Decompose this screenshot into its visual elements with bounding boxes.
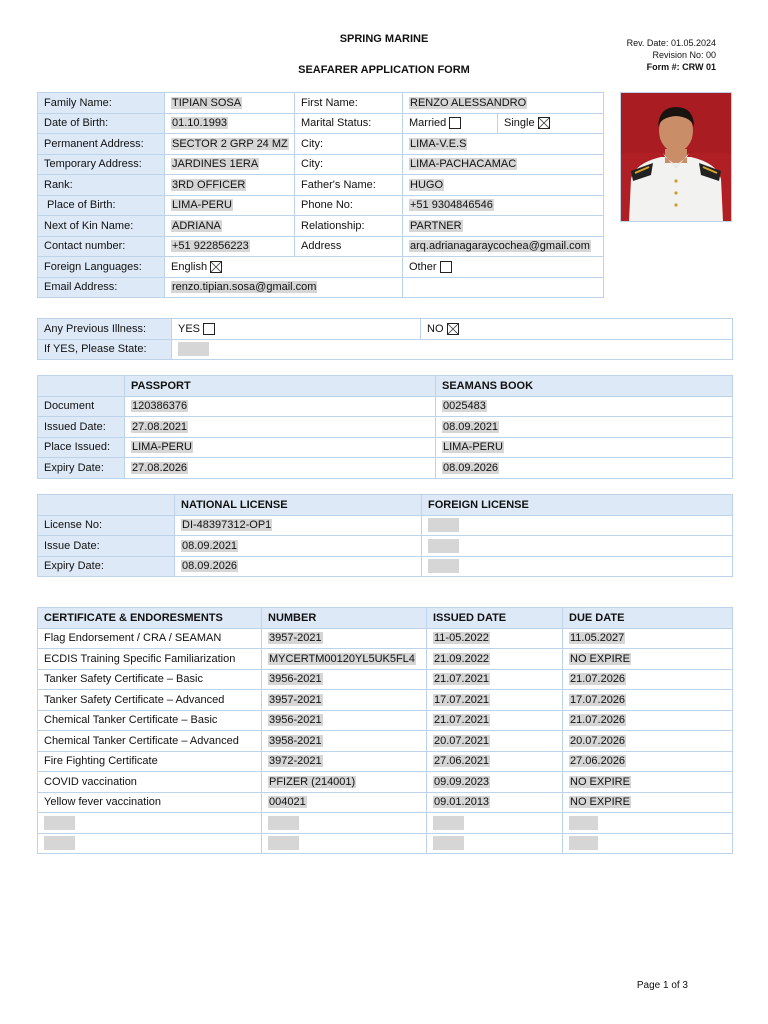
- form-number: Form #: CRW 01: [646, 62, 716, 72]
- certificate-due[interactable]: 17.07.2026: [570, 693, 626, 706]
- applicant-photo: [620, 92, 732, 222]
- personal-info-table: [37, 92, 604, 298]
- temporary-address-label: Temporary Address:: [38, 154, 165, 175]
- father-name-value[interactable]: HUGO: [410, 178, 443, 191]
- temporary-address-value[interactable]: JARDINES 1ERA: [172, 158, 259, 171]
- certificate-name: Chemical Tanker Certificate – Advanced: [38, 731, 262, 752]
- table-row: [38, 649, 733, 670]
- applicant-photo-image: [621, 93, 731, 221]
- family-name-label: Family Name:: [38, 93, 165, 114]
- foreign-issue-date-field[interactable]: [428, 539, 459, 553]
- certificate-issued[interactable]: 27.06.2021: [434, 755, 490, 768]
- national-issue-date-value[interactable]: 08.09.2021: [182, 539, 238, 552]
- certificate-number[interactable]: MYCERTM00120YL5UK5FL4: [269, 652, 415, 665]
- blank-issued-field[interactable]: [433, 836, 464, 850]
- passport-expiry-value[interactable]: 27.08.2026: [132, 461, 188, 474]
- blank-issued-field[interactable]: [433, 816, 464, 830]
- previous-illness-label: Any Previous Illness:: [38, 319, 172, 340]
- blank-due-field[interactable]: [569, 836, 598, 850]
- certificate-number[interactable]: PFIZER (214001): [269, 775, 356, 788]
- form-title: SEAFARER APPLICATION FORM: [298, 64, 470, 76]
- certificate-issued[interactable]: 17.07.2021: [434, 693, 490, 706]
- due-date-header: DUE DATE: [563, 608, 733, 629]
- seamans-expiry-value[interactable]: 08.09.2026: [443, 461, 499, 474]
- table-row: [38, 833, 733, 854]
- contact-number-label: Contact number:: [38, 236, 165, 257]
- certificate-due[interactable]: NO EXPIRE: [570, 796, 630, 809]
- x-mark-icon: [539, 118, 549, 128]
- illness-table: [37, 318, 733, 360]
- city-label-2: City:: [295, 154, 403, 175]
- foreign-languages-label: Foreign Languages:: [38, 257, 165, 278]
- document-label: Document: [38, 396, 125, 417]
- contact-number-value[interactable]: +51 922856223: [172, 240, 249, 253]
- number-header: NUMBER: [262, 608, 427, 629]
- permanent-city-value[interactable]: LIMA-V.E.S: [410, 137, 467, 150]
- passport-issued-value[interactable]: 27.08.2021: [132, 420, 188, 433]
- table-row: [38, 710, 733, 731]
- table-row: [38, 690, 733, 711]
- dob-value[interactable]: 01.10.1993: [172, 117, 228, 130]
- first-name-value[interactable]: RENZO ALESSANDRO: [410, 96, 527, 109]
- certificate-name: Tanker Safety Certificate – Basic: [38, 669, 262, 690]
- certificate-due[interactable]: 21.07.2026: [570, 714, 626, 727]
- place-of-birth-value[interactable]: LIMA-PERU: [172, 199, 232, 212]
- address-label: Address: [295, 236, 403, 257]
- certificate-number[interactable]: 3957-2021: [269, 632, 322, 645]
- english-checkbox[interactable]: [210, 261, 222, 273]
- license-no-label: License No:: [38, 515, 175, 536]
- license-table: [37, 494, 733, 577]
- expiry-date-label: Expiry Date:: [38, 458, 125, 479]
- foreign-license-header: FOREIGN LICENSE: [422, 495, 733, 516]
- city-label: City:: [295, 134, 403, 155]
- certificate-issued[interactable]: 21.07.2021: [434, 673, 490, 686]
- national-license-no-value[interactable]: DI-48397312-OP1: [182, 519, 272, 532]
- table-row: [38, 792, 733, 813]
- issue-date-label: Issue Date:: [38, 536, 175, 557]
- father-name-label: Father's Name:: [295, 175, 403, 196]
- table-row: [38, 437, 733, 458]
- license-expiry-label: Expiry Date:: [38, 556, 175, 577]
- certificate-issued[interactable]: 21.09.2022: [434, 652, 490, 665]
- blank-certificate-field[interactable]: [44, 816, 75, 830]
- x-mark-icon: [448, 324, 458, 334]
- blank-number-field[interactable]: [268, 816, 299, 830]
- certificate-name: Fire Fighting Certificate: [38, 751, 262, 772]
- certificate-number[interactable]: 3972-2021: [269, 755, 322, 768]
- documents-table: [37, 375, 733, 479]
- passport-header: PASSPORT: [125, 376, 436, 397]
- phone-label: Phone No:: [295, 195, 403, 216]
- revision-no: Revision No: 00: [652, 50, 716, 60]
- illness-no-label: NO: [427, 322, 444, 335]
- address-value[interactable]: arq.adrianagaraycochea@gmail.com: [410, 240, 590, 253]
- certificate-header: CERTIFICATE & ENDORESMENTS: [38, 608, 262, 629]
- seamans-place-value[interactable]: LIMA-PERU: [443, 441, 503, 454]
- table-row: [38, 772, 733, 793]
- next-of-kin-value[interactable]: ADRIANA: [172, 219, 221, 232]
- illness-no-checkbox[interactable]: [447, 323, 459, 335]
- certificate-due[interactable]: 21.07.2026: [570, 673, 626, 686]
- table-row: [38, 417, 733, 438]
- table-row: [38, 813, 733, 834]
- table-row: [38, 669, 733, 690]
- illness-yes-checkbox[interactable]: [203, 323, 215, 335]
- certificate-number[interactable]: 004021: [269, 796, 306, 809]
- certificate-due[interactable]: 20.07.2026: [570, 734, 626, 747]
- issued-date-label: Issued Date:: [38, 417, 125, 438]
- email-label: Email Address:: [38, 277, 165, 298]
- table-row: [38, 396, 733, 417]
- illness-state-field[interactable]: [178, 342, 209, 356]
- certificate-number[interactable]: 3956-2021: [269, 714, 322, 727]
- national-license-header: NATIONAL LICENSE: [175, 495, 422, 516]
- table-row: [38, 458, 733, 479]
- certificate-issued[interactable]: 21.07.2021: [434, 714, 490, 727]
- illness-yes-label: YES: [178, 322, 201, 335]
- table-row: [38, 556, 733, 577]
- foreign-license-no-field[interactable]: [428, 518, 459, 532]
- seamans-issued-value[interactable]: 08.09.2021: [443, 420, 499, 433]
- certificate-due[interactable]: NO EXPIRE: [570, 652, 630, 665]
- foreign-expiry-field[interactable]: [428, 559, 459, 573]
- passport-place-value[interactable]: LIMA-PERU: [132, 441, 192, 454]
- married-label: Married: [409, 117, 447, 130]
- seamans-document-value[interactable]: 0025483: [443, 400, 486, 413]
- table-row: [38, 628, 733, 649]
- seamans-book-header: SEAMANS BOOK: [436, 376, 733, 397]
- place-issued-label: Place Issued:: [38, 437, 125, 458]
- blank-number-field[interactable]: [268, 836, 299, 850]
- place-of-birth-label: Place of Birth:: [38, 195, 165, 216]
- certificate-due[interactable]: NO EXPIRE: [570, 775, 630, 788]
- certificate-due[interactable]: 27.06.2026: [570, 755, 626, 768]
- certificate-name: ECDIS Training Specific Familiarization: [38, 649, 262, 670]
- x-mark-icon: [211, 262, 221, 272]
- single-checkbox[interactable]: [538, 117, 550, 129]
- company-name: SPRING MARINE: [339, 33, 429, 45]
- phone-value[interactable]: +51 9304846546: [410, 199, 493, 212]
- table-row: [38, 515, 733, 536]
- certificates-table: [37, 607, 733, 854]
- certificate-name: Flag Endorsement / CRA / SEAMAN: [38, 628, 262, 649]
- rank-label: Rank:: [38, 175, 165, 196]
- email-value[interactable]: renzo.tipian.sosa@gmail.com: [172, 281, 317, 294]
- certificate-name: Chemical Tanker Certificate – Basic: [38, 710, 262, 731]
- revision-info: [627, 37, 716, 73]
- married-checkbox[interactable]: [449, 117, 461, 129]
- certificate-name: COVID vaccination: [38, 772, 262, 793]
- certificate-name: Yellow fever vaccination: [38, 792, 262, 813]
- table-row: [38, 536, 733, 557]
- certificate-issued[interactable]: 09.09.2023: [434, 775, 490, 788]
- certificate-name: Tanker Safety Certificate – Advanced: [38, 690, 262, 711]
- family-name-value[interactable]: TIPIAN SOSA: [172, 96, 242, 109]
- relationship-value[interactable]: PARTNER: [410, 219, 462, 232]
- table-row: [38, 751, 733, 772]
- blank-certificate-field[interactable]: [44, 836, 75, 850]
- illness-state-label: If YES, Please State:: [38, 339, 172, 360]
- certificate-due[interactable]: 11.05.2027: [570, 632, 625, 645]
- blank-due-field[interactable]: [569, 816, 598, 830]
- certificate-number[interactable]: 3958-2021: [269, 734, 322, 747]
- certificate-issued[interactable]: 11-05.2022: [434, 632, 489, 645]
- single-label: Single: [504, 117, 535, 130]
- rev-date: Rev. Date: 01.05.2024: [626, 38, 716, 48]
- issued-date-header: ISSUED DATE: [427, 608, 563, 629]
- permanent-address-label: Permanent Address:: [38, 134, 165, 155]
- relationship-label: Relationship:: [295, 216, 403, 237]
- temporary-city-value[interactable]: LIMA-PACHACAMAC: [410, 158, 517, 171]
- next-of-kin-label: Next of Kin Name:: [38, 216, 165, 237]
- rank-value[interactable]: 3RD OFFICER: [172, 178, 246, 191]
- table-row: [38, 731, 733, 752]
- certificate-issued[interactable]: 09.01.2013: [434, 796, 490, 809]
- dob-label: Date of Birth:: [38, 113, 165, 134]
- english-label: English: [171, 260, 208, 273]
- certificate-number[interactable]: 3956-2021: [269, 673, 322, 686]
- other-label: Other: [409, 260, 437, 273]
- other-checkbox[interactable]: [440, 261, 452, 273]
- certificate-issued[interactable]: 20.07.2021: [434, 734, 490, 747]
- passport-document-value[interactable]: 120386376: [132, 400, 188, 413]
- marital-status-label: Marital Status:: [295, 113, 403, 134]
- national-expiry-value[interactable]: 08.09.2026: [182, 560, 238, 573]
- page-number: Page 1 of 3: [636, 980, 688, 991]
- first-name-label: First Name:: [295, 93, 403, 114]
- certificate-number[interactable]: 3957-2021: [269, 693, 322, 706]
- permanent-address-value[interactable]: SECTOR 2 GRP 24 MZ: [172, 137, 288, 150]
